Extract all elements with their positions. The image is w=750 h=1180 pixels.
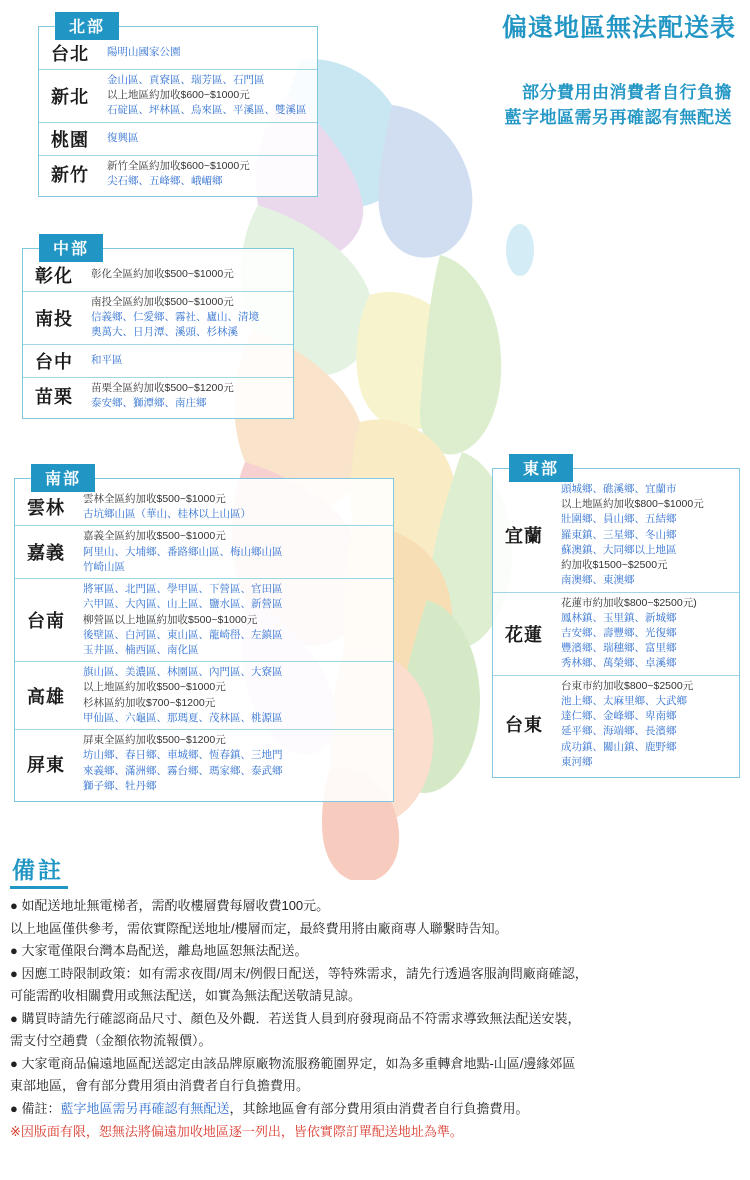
note-suffix: ，其餘地區會有部分費用須由消費者自行負擔費用。 <box>229 1100 529 1116</box>
city-detail <box>555 676 739 773</box>
detail-line: 新竹全區約加收$600~$1000元 <box>107 159 250 172</box>
city-detail <box>77 526 393 578</box>
city-name: 嘉義 <box>27 543 65 564</box>
city-row <box>23 345 293 378</box>
detail-line: 獅子鄉、牡丹鄉 <box>83 779 157 792</box>
detail-line: 南投全區約加收$500~$1000元 <box>91 296 234 308</box>
city-row <box>23 378 293 414</box>
detail-line: 陽明山國家公園 <box>107 46 181 59</box>
city-detail <box>85 264 293 285</box>
city-row <box>39 70 317 123</box>
city-name: 台中 <box>35 351 73 372</box>
detail-line: 六甲區、大內區、山上區、鹽水區、新營區 <box>83 598 283 611</box>
city-name: 花蓮 <box>505 624 543 645</box>
city-row <box>39 37 317 70</box>
detail-line: 旗山區、美濃區、林園區、內門區、大寮區 <box>83 666 283 679</box>
city-detail <box>101 128 317 149</box>
detail-line: 杉林區約加收$700~$1200元 <box>83 696 216 709</box>
notes-title: 備註 <box>10 852 68 889</box>
city-row <box>39 156 317 192</box>
note-item: ● 如配送地址無電梯者，需酌收樓層費每層收費100元。 <box>10 898 330 913</box>
note-item: ● 大家電僅限台灣本島配送，離島地區恕無法配送。 <box>10 943 308 958</box>
note-item <box>10 1099 742 1119</box>
detail-line: 達仁鄉、金峰鄉、卑南鄉 <box>561 710 677 723</box>
detail-line: 南澳鄉、東澳鄉 <box>561 574 635 587</box>
detail-line: 雲林全區約加收$500~$1000元 <box>83 493 226 505</box>
note-item: 東部地區，會有部分費用須由消費者自行負擔費用。 <box>10 1078 310 1093</box>
city-detail <box>77 579 393 661</box>
detail-line: 東河鄉 <box>561 755 593 768</box>
city-name: 彰化 <box>35 266 73 286</box>
city-row <box>15 489 393 526</box>
detail-line: 成功鎮、關山鎮、鹿野鄉 <box>561 740 677 753</box>
city-row <box>39 123 317 156</box>
detail-line: 屏東全區約加收$500~$1200元 <box>83 734 226 747</box>
city-row <box>493 676 739 773</box>
region-block-central <box>22 241 294 419</box>
region-tab-south: 南部 <box>31 464 95 492</box>
city-detail <box>77 489 393 525</box>
detail-line: 羅東鎮、三星鄉、冬山鄉 <box>561 528 677 541</box>
region-tab-central: 中部 <box>39 234 103 262</box>
detail-line: 秀林鄉、萬榮鄉、卓溪鄉 <box>561 657 677 670</box>
city-row <box>15 662 393 730</box>
detail-line: 壯圍鄉、員山鄉、五結鄉 <box>561 513 677 526</box>
notes-list <box>10 896 742 1118</box>
detail-line: 來義鄉、滿洲鄉、霧台鄉、瑪家鄉、泰武鄉 <box>83 764 283 777</box>
city-name: 桃園 <box>51 129 89 150</box>
note-disclaimer: ※因版面有限，恕無法將偏遠加收地區逐一列出，皆依實際訂單配送地址為準。 <box>10 1124 463 1139</box>
detail-line: 台東市約加收$800~$2500元 <box>561 679 694 692</box>
city-row <box>493 479 739 593</box>
detail-line: 以上地區約加收$500~$1000元 <box>83 681 226 694</box>
note-item: 以上地區僅供參考，需依實際配送地址/樓層而定，最終費用將由廠商專人聯繫時告知。 <box>10 920 508 936</box>
detail-line: 花蓮市約加收$800~$2500元) <box>561 596 697 609</box>
note-item: ● 因應工時限制政策：如有需求夜間/周末/例假日配送，等特殊需求，請先行透過客服詢問廠商確認， <box>10 965 588 981</box>
city-detail <box>101 42 317 63</box>
detail-line: 信義鄉、仁愛鄉、霧社、廬山、清境 <box>91 311 259 324</box>
city-detail <box>77 662 393 729</box>
city-row <box>15 526 393 579</box>
detail-line: 泰安鄉、獅潭鄉、南庄鄉 <box>91 396 207 409</box>
detail-line: 池上鄉、太麻里鄉、大武鄉 <box>561 694 687 707</box>
note-item: 可能需酌收相關費用或無法配送，如實為無法配送敬請見諒。 <box>10 988 362 1003</box>
city-detail <box>85 378 293 414</box>
detail-line: 苗栗全區約加收$500~$1200元 <box>91 381 234 394</box>
detail-line: 竹崎山區 <box>83 560 125 573</box>
subtitle-blue-note: 藍字地區需另再確認有無配送 <box>504 108 732 127</box>
city-detail <box>555 593 739 675</box>
detail-line: 延平鄉、海端鄉、長濱鄉 <box>561 725 677 738</box>
city-name: 台北 <box>51 44 89 64</box>
city-detail <box>101 70 317 122</box>
detail-line: 尖石鄉、五峰鄉、峨嵋鄉 <box>107 174 223 187</box>
detail-line: 彰化全區約加收$500~$1000元 <box>91 268 234 281</box>
detail-line: 金山區、貢寮區、瑞芳區、石門區 <box>107 74 265 86</box>
city-row <box>23 292 293 345</box>
detail-line: 玉井區、楠西區、南化區 <box>83 643 199 656</box>
detail-line: 坊山鄉、春日鄉、車城鄉、恆春鎮、三地門 <box>83 749 283 762</box>
city-detail <box>85 350 293 371</box>
page-title: 偏遠地區無法配送表 <box>501 14 736 42</box>
note-item: 需支付空趟費（金額依物流報價）。 <box>10 1033 212 1048</box>
detail-line: 豐濱鄉、瑞穗鄉、富里鄉 <box>561 642 677 655</box>
detail-line: 以上地區約加收$600~$1000元 <box>107 89 250 102</box>
region-tab-north: 北部 <box>55 12 119 40</box>
detail-line: 鳳林鎮、玉里鎮、新城鄉 <box>561 611 677 624</box>
detail-line: 和平區 <box>91 354 123 367</box>
detail-line: 奧萬大、日月潭、溪頭、杉林溪 <box>91 326 238 339</box>
subtitle-fee-note: 部分費用由消費者自行負擔 <box>522 83 732 102</box>
region-block-east <box>492 461 740 778</box>
detail-line: 阿里山、大埔鄉、番路鄉山區、梅山鄉山區 <box>83 545 283 558</box>
city-detail <box>77 730 393 797</box>
city-name: 高雄 <box>27 686 65 707</box>
city-name: 新竹 <box>51 164 89 185</box>
city-row <box>23 259 293 292</box>
city-name: 南投 <box>35 308 73 329</box>
city-row <box>15 579 393 662</box>
note-item: ● 購買時請先行確認商品尺寸、顏色及外觀．若送貨人員到府發現商品不符需求導致無法配送安裝， <box>10 1010 581 1026</box>
detail-line: 以上地區約加收$800~$1000元 <box>561 498 704 511</box>
city-name: 宜蘭 <box>505 526 543 547</box>
detail-line: 頭城鄉、礁溪鄉、宜蘭市 <box>561 483 677 495</box>
region-tab-east: 東部 <box>509 454 573 482</box>
detail-line: 蘇澳鎮、大同鄉以上地區 <box>561 543 677 556</box>
note-blue-text: 藍字地區需另再確認有無配送 <box>60 1100 230 1116</box>
city-detail <box>85 292 293 344</box>
detail-line: 將軍區、北門區、學甲區、下營區、官田區 <box>83 583 283 596</box>
note-item: ● 大家電商品偏遠地區配送認定由該品牌原廠物流服務範圍界定，如為多重轉倉地點-山區/邊緣郊區 <box>10 1055 576 1071</box>
detail-line: 柳營區以上地區約加收$500~$1000元 <box>83 613 258 626</box>
detail-line: 約加收$1500~$2500元 <box>561 559 668 572</box>
detail-line: 後壁區、白河區、東山區、龍崎嶨、左鎮區 <box>83 628 283 641</box>
detail-line: 嘉義全區約加收$500~$1000元 <box>83 530 226 543</box>
region-rows <box>15 479 393 801</box>
city-name: 雲林 <box>27 498 65 519</box>
note-prefix: ● 備註： <box>10 1100 61 1116</box>
detail-line: 吉安鄉、壽豐鄉、光復鄉 <box>561 626 677 639</box>
city-name: 苗栗 <box>35 386 73 407</box>
city-detail <box>555 479 739 592</box>
city-name: 新北 <box>51 86 89 107</box>
detail-line: 復興區 <box>107 132 139 145</box>
notes-section <box>10 852 742 1142</box>
city-name: 屏東 <box>27 754 65 775</box>
city-name: 台東 <box>505 715 543 736</box>
detail-line: 古坑鄉山區（華山、桂林以上山區） <box>83 508 251 521</box>
city-name: 台南 <box>27 611 65 632</box>
region-rows <box>493 469 739 777</box>
detail-line: 石碇區、坪林區、烏來區、平溪區、雙溪區 <box>107 104 307 117</box>
city-detail <box>101 156 317 192</box>
region-block-north <box>38 19 318 197</box>
detail-line: 甲仙區、六龜區、那瑪夏、茂林區、桃源區 <box>83 711 283 724</box>
city-row <box>15 730 393 797</box>
region-block-south <box>14 471 394 802</box>
region-rows <box>23 249 293 418</box>
city-row <box>493 593 739 676</box>
region-rows <box>39 27 317 196</box>
